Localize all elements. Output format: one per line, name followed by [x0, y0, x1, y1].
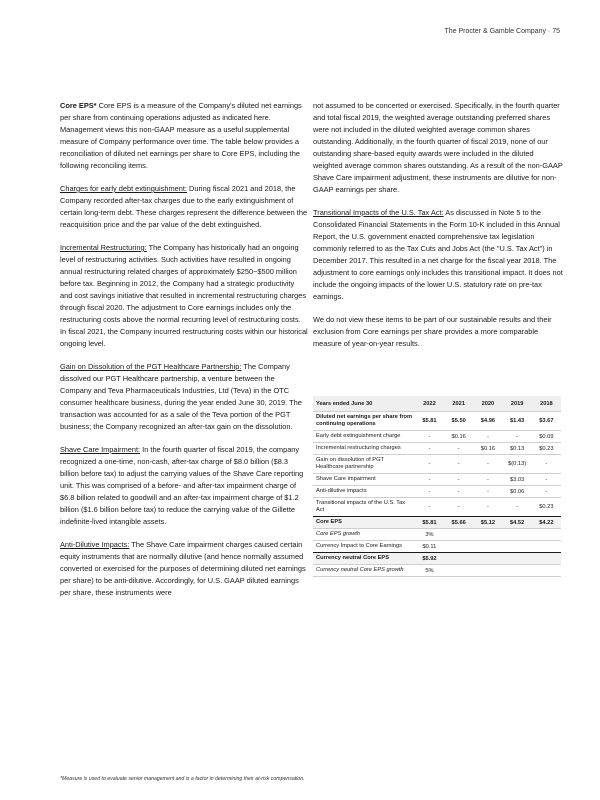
- right-column: [313, 100, 565, 361]
- table-row: [313, 474, 561, 486]
- cell: -: [473, 474, 502, 486]
- cell: $0.09: [532, 431, 561, 443]
- cell: -: [532, 474, 561, 486]
- table-row: [313, 498, 561, 517]
- tax-title: Transitional Impacts of the U.S. Tax Act:: [313, 208, 444, 217]
- cell: -: [473, 455, 502, 474]
- cell: -: [415, 455, 444, 474]
- pgt-body: The Company dissolved our PGT Healthcare partnership, a venture between the Company and Teva Pharmaceuticals Industries, Ltd (Teva) in the OTC consumer healthcare business, during the year ended June 30, 2019. The transaction was accounted for as a sale of the Teva portion of the PGT business; the Company recognized an after-tax gain on the dissolution.: [60, 362, 302, 431]
- cell: $0.16: [473, 443, 502, 455]
- cell: $0.13: [503, 443, 532, 455]
- table-header-cell: 2021: [444, 396, 473, 412]
- row-label: Incremental restructuring charges: [313, 443, 415, 455]
- cell: $0.23: [532, 498, 561, 517]
- row-label: Core EPS growth: [313, 529, 415, 541]
- row-label: Core EPS: [313, 517, 415, 529]
- table-header-cell: Years ended June 30: [313, 396, 415, 412]
- table-row: [313, 529, 561, 541]
- right-paragraph-1: not assumed to be concerted or exercised. Specifically, in the fourth quarter and total fiscal 2019, the weighted average outstanding preferred shares were not included in the diluted weighted average common shares outstanding. Additionally, in the fourth quarter of fiscal 2019, none of our outstanding share-based equity awards were included in the diluted weighted average common shares outstanding. As a result of the non-GAAP Shave Care impairment adjustment, these instruments are dilutive for non-GAAP earnings per share.: [313, 101, 563, 194]
- table-row: [313, 443, 561, 455]
- cell: -: [473, 486, 502, 498]
- table-row: [313, 455, 561, 474]
- cell: $5.12: [473, 517, 502, 529]
- table-row: [313, 412, 561, 431]
- cell: $3.03: [503, 474, 532, 486]
- cell: -: [503, 498, 532, 517]
- restructuring-body: The Company has historically had an ongoing level of restructuring activities. Such activities have resulted in ongoing annual restructuring related charges of approximately $250−$500 million before tax. Beginning in 2012, the Company had a strategic productivity and cost savings initiative that resulted in incremental restructuring charges through fiscal 2020. The adjustment to Core earnings includes only the restructuring costs above the normal recurring level of restructuring costs. In fiscal 2021, the Company incurred restructuring costs within our historical ongoing level.: [60, 243, 308, 348]
- cell: 3%: [415, 529, 444, 541]
- core-eps-table: [313, 396, 561, 577]
- cell: -: [473, 431, 502, 443]
- cell: -: [415, 474, 444, 486]
- table-row: [313, 517, 561, 529]
- cell: -: [503, 431, 532, 443]
- cell: $0.23: [532, 443, 561, 455]
- antidilutive-title: Anti-Dilutive Impacts:: [60, 540, 130, 549]
- table-header-cell: 2022: [415, 396, 444, 412]
- cell: -: [444, 474, 473, 486]
- cell: -: [532, 486, 561, 498]
- restructuring-paragraph: [60, 242, 308, 350]
- cell: $4.22: [532, 517, 561, 529]
- cell: $3.67: [532, 412, 561, 431]
- table-row: [313, 553, 561, 565]
- cell: -: [415, 443, 444, 455]
- core-eps-body: Core EPS is a measure of the Company's diluted net earnings per share from continuing operations adjusted as indicated here. Management views this non-GAAP measure as a useful supplemental measure of Company performance over time. The table below provides a reconciliation of diluted net earnings per share to Core EPS, including the following reconciling items.: [60, 101, 302, 170]
- cell: $5.81: [415, 412, 444, 431]
- row-label: Diluted net earnings per share from continuing operations: [313, 412, 415, 431]
- sustainable-paragraph: We do not view these items to be part of our sustainable results and their exclusion from Core earnings per share provides a more comparable measure of year-on-year results.: [313, 315, 552, 348]
- table-header-row: [313, 396, 561, 412]
- cell: $0.16: [444, 431, 473, 443]
- cell: $0.11: [415, 541, 444, 553]
- row-label: Currency neutral Core EPS growth: [313, 565, 415, 577]
- cell: $1.43: [503, 412, 532, 431]
- cell: -: [415, 486, 444, 498]
- table-row: [313, 486, 561, 498]
- row-label: Currency neutral Core EPS: [313, 553, 415, 565]
- cell: $5.92: [415, 553, 444, 565]
- cell: $(0.13): [503, 455, 532, 474]
- debt-body: During fiscal 2021 and 2018, the Company recorded after-tax charges due to the early extinguishment of certain long-term debt. These charges represent the difference between the reacquisition price and the par value of the debt extinguished.: [60, 184, 308, 229]
- cell: 5%: [415, 565, 444, 577]
- page-header: The Procter & Gamble Company · 75: [444, 28, 560, 35]
- cell: -: [444, 455, 473, 474]
- cell: $5.66: [444, 517, 473, 529]
- row-label: Currency Impact to Core Earnings: [313, 541, 415, 553]
- core-eps-title: Core EPS*: [60, 101, 97, 110]
- cell: $4.96: [473, 412, 502, 431]
- core-eps-paragraph: [60, 100, 308, 172]
- row-label: Early debt extinguishment charge: [313, 431, 415, 443]
- table-row: [313, 541, 561, 553]
- restructuring-title: Incremental Restructuring:: [60, 243, 147, 252]
- debt-paragraph: [60, 183, 308, 231]
- tax-paragraph: [313, 207, 565, 303]
- row-label: Gain on dissolution of PGT Healthcare partnership: [313, 455, 415, 474]
- table-header-cell: 2018: [532, 396, 561, 412]
- debt-title: Charges for early debt extinguishment:: [60, 184, 187, 193]
- row-label: Anti-dilutive impacts: [313, 486, 415, 498]
- cell: -: [415, 498, 444, 517]
- antidilutive-body: The Shave Care impairment charges caused certain equity instruments that are normally dilutive (and hence normally assumed converted or exercised for the purposes of determining diluted net earnings per share) to be anti-dilutive. Accordingly, for U.S. GAAP diluted earnings per share, these instruments were: [60, 540, 306, 597]
- cell: -: [444, 443, 473, 455]
- shave-title: Shave Care Impairment:: [60, 445, 141, 454]
- table-header-cell: 2019: [503, 396, 532, 412]
- cell: -: [473, 498, 502, 517]
- row-label: Transitional impacts of the U.S. Tax Act: [313, 498, 415, 517]
- cell: $5.50: [444, 412, 473, 431]
- shave-body: In the fourth quarter of fiscal 2019, the company recognized a one-time, non-cash, after-tax charge of $8.0 billion ($8.3 billion before tax) to adjust the carrying values of the Shave Care reporting unit. This was comprised of a before- and after-tax impairment charge of $6.8 billion related to goodwill and an after-tax impairment charge of $1.2 billion ($1.6 billion before tax) to reduce the carrying value of the Gillette indefinite-lived intangible assets.: [60, 445, 304, 526]
- footnote: *Measure is used to evaluate senior management and is a factor in determining their at-risk compensation.: [60, 776, 305, 782]
- cell: -: [444, 486, 473, 498]
- pgt-paragraph: [60, 361, 308, 433]
- table-header-cell: 2020: [473, 396, 502, 412]
- table-row: [313, 431, 561, 443]
- left-column: [60, 100, 308, 610]
- cell: -: [532, 455, 561, 474]
- cell: $0.06: [503, 486, 532, 498]
- cell: -: [444, 498, 473, 517]
- cell: $4.52: [503, 517, 532, 529]
- row-label: Shave Care impairment: [313, 474, 415, 486]
- table-row: [313, 565, 561, 577]
- antidilutive-paragraph: [60, 539, 308, 599]
- tax-body: As discussed in Note 5 to the Consolidated Financial Statements in the Form 10-K included in this Annual Report, the U.S. government enacted comprehensive tax legislation commonly referred to as the Tax Cuts and Jobs Act (the "U.S. Tax Act") in December 2017. This resulted in a net charge for the fiscal year 2018. The adjustment to core earnings only includes this transitional impact. It does not include the ongoing impacts of the lower U.S. statutory rate on pre-tax earnings.: [313, 208, 563, 301]
- pgt-title: Gain on Dissolution of the PGT Healthcare Partnership:: [60, 362, 242, 371]
- cell: $5.81: [415, 517, 444, 529]
- cell: -: [415, 431, 444, 443]
- shave-paragraph: [60, 444, 308, 528]
